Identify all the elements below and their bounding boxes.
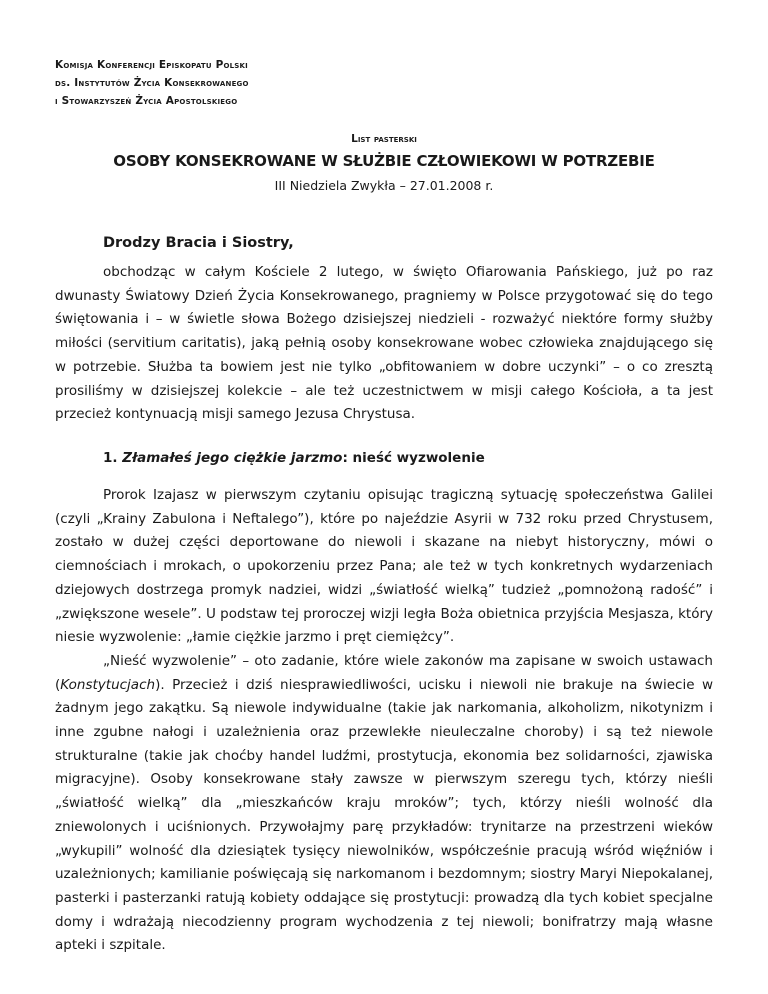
paragraph-2-text-start: „Nieść wyzwolenie” – oto zadanie, które wiele zakonów ma zapisane w swoich ustawach ( <box>55 652 713 693</box>
section-1-heading <box>103 450 485 466</box>
section-1-paragraph-1: Prorok Izajasz w pierwszym czytaniu opisując tragiczną sytuację społeczeństwa Galilei (czyli „Krainy Zabulona i Neftalego”), które po najeździe Asyrii w 732 roku przed Chrystusem, zostało w dużej części deportowane do niewoli i skazane na niebyt historyczny, mówi o ciemnościach i mrokach, o upokorzeniu przez Pana; ale też w tych konkretnych wydarzeniach dziejowych dostrzega promyk nadziei, widzi „światłość wielką” tudzież „pomnożoną radość” i „zwiększone wesele”. U podstaw tej proroczej wizji legła Boża obietnica przyjścia Mesjasza, który niesie wyzwolenie: „łamie ciężkie jarzmo i pręt ciemiężcy”. <box>55 487 713 646</box>
section-1-title-rest: : nieść wyzwolenie <box>342 450 485 466</box>
issuer-line-3: i Stowarzyszeń Życia Apostolskiego <box>55 95 238 107</box>
intro-section <box>55 261 713 427</box>
issuer-line-1: Komisja Konferencji Episkopatu Polski <box>55 59 248 71</box>
section-1-title-italic: Złamałeś jego ciężkie jarzmo <box>122 450 343 466</box>
paragraph-2-italic-term: Konstytucjach <box>60 676 156 693</box>
section-1-body <box>55 484 713 958</box>
paragraph-2-text-end: ). Przecież i dziś niesprawiedliwości, ucisku i niewoli nie brakuje na świecie w żadnym jego zakątku. Są niewole indywidualne (takie jak narkomania, alkoholizm, nikotynizm i inne zgubne nałogi i uzależnienia oraz przewlekłe nieuleczalne choroby) i są też niewole strukturalne (takie jak choćby handel ludźmi, prostytucja, ekonomia bez solidarności, zjawiska migracyjne). Osoby konsekrowane stały zawsze w pierwszym szeregu tych, którzy nieśli „światłość wielką” dla „mieszkańców kraju mroków”; tych, którzy nieśli wolność dla zniewolonych i uciśnionych. Przywołajmy parę przykładów: trynitarze na przestrzeni wieków „wykupili” wolność dla dziesiątek tysięcy niewolników, współcześnie pracują wśród więźniów i uzależnionych; kamilianie poświęcają się narkomanom i bezdomnym; siostry Maryi Niepokalanej, pasterki i pasterzanki ratują kobiety oddające się prostytucji: prowadzą dla tych kobiet specjalne domy i wdrażają niecodzienny program wychodzenia z tej niewoli; bonifratrzy mają własne apteki i szpitale. <box>55 676 713 954</box>
section-1-number: 1. <box>103 450 118 466</box>
document-date: III Niedziela Zwykła – 27.01.2008 r. <box>274 178 494 193</box>
section-1-paragraph-2 <box>55 650 713 958</box>
issuer-line-2: ds. Instytutów Życia Konsekrowanego <box>55 77 249 89</box>
intro-paragraph: obchodząc w całym Kościele 2 lutego, w święto Ofiarowania Pańskiego, już po raz dwunasty Światowy Dzień Życia Konsekrowanego, pragniemy w Polsce przygotować się do tego świętowania i – w świetle słowa Bożego dzisiejszej niedzieli - rozważyć niektóre formy służby miłości (servitium caritatis), jaką pełnią osoby konsekrowane wobec człowieka znajdującego się w potrzebie. Służba ta bowiem jest nie tylko „obfitowaniem w dobre uczynki” – o co zresztą prosiliśmy w dzisiejszej kolekcie – ale też uczestnictwem w misji całego Kościoła, a ta jest przecież kontynuacją misji samego Jezusa Chrystusa. <box>55 264 713 423</box>
salutation: Drodzy Bracia i Siostry, <box>103 235 294 251</box>
document-title: OSOBY KONSEKROWANE W SŁUŻBIE CZŁOWIEKOWI W POTRZEBIE <box>113 152 655 170</box>
document-type: List pasterski <box>351 133 417 145</box>
issuer-header <box>55 56 249 110</box>
